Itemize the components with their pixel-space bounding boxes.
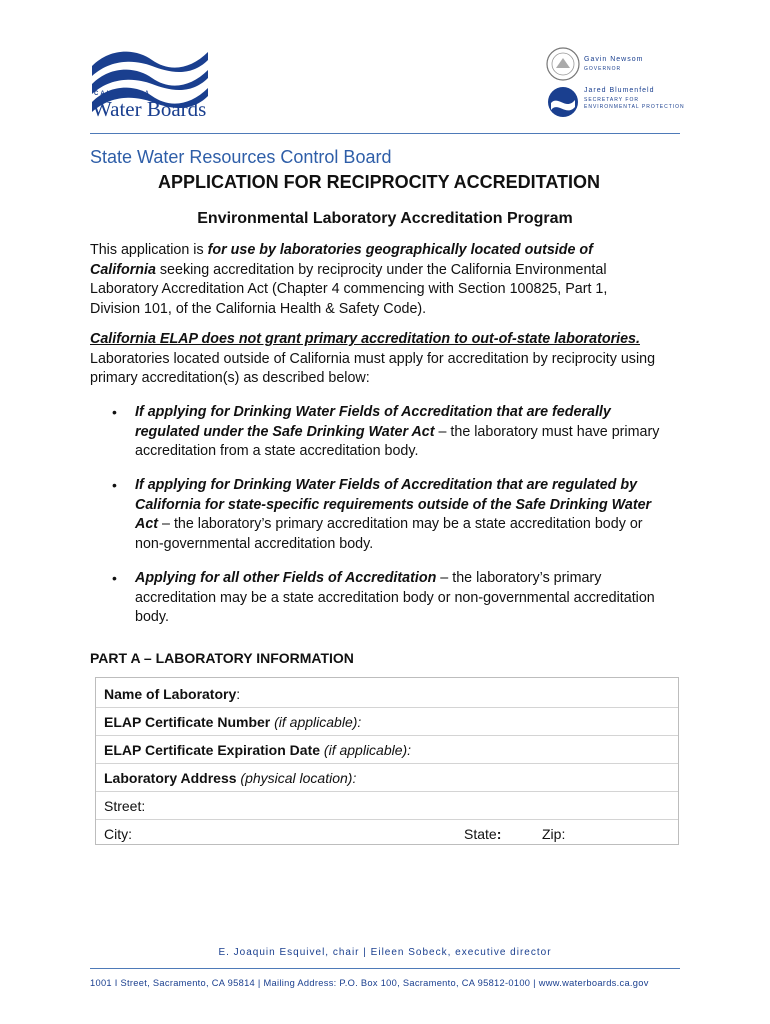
footer-address: 1001 I Street, Sacramento, CA 95814 | Mailing Address: P.O. Box 100, Sacramento, CA 95812-0100 | www.waterboards.ca.gov [90,978,649,988]
state-field[interactable] [464,826,501,842]
city-field[interactable]: City: [104,826,132,842]
secretary-name: Jared Blumenfeld [584,87,655,94]
row-divider [96,819,678,820]
bullet-emphasis: Applying for all other Fields of Accreditation [135,570,437,586]
intro-emphasis: for use by laboratories geographically located outside of California [90,242,593,278]
street-field[interactable]: Street: [104,798,146,814]
governor-name: Gavin Newsom [584,56,644,63]
zip-field[interactable]: Zip: [542,826,566,842]
bullet-text: – the laboratory’s primary accreditation may be a state accreditation body or non-governmental accreditation body. [135,570,655,625]
lab-name-colon: : [236,686,241,702]
page-title-text: APPLICATION FOR RECIPROCITY ACCREDITATION [157,172,600,192]
cert-number-field[interactable] [104,714,361,730]
notice-body: Laboratories located outside of California must apply for accreditation by reciprocity using primary accreditation(s) as described below: [90,350,656,386]
bullet-emphasis: If applying for Drinking Water Fields of Accreditation that are federally regulated under the Safe Drinking Water Act [135,404,611,440]
laboratory-info-form [95,677,679,845]
bullet-marker: • [112,570,117,586]
bullet-item [135,569,670,628]
footer-divider [90,968,680,969]
logo-state-text: CALIFORNIA [94,91,151,97]
bullet-text: – the laboratory must have primary accreditation from a state accreditation body. [135,423,660,459]
bullet-text: – the laboratory’s primary accreditation may be a state accreditation body or non-governmental accreditation body. [135,516,643,552]
cert-number-label: ELAP Certificate Number [104,714,271,730]
logo-name-text: Water Boards [92,97,207,121]
notice-paragraph [90,330,660,389]
row-divider [96,707,678,708]
secretary-title-1: SECRETARY FOR [584,97,639,103]
cert-number-hint: (if applicable): [270,714,362,730]
footer-officials: E. Joaquin Esquivel, chair | Eileen Sobeck, executive director [218,947,552,958]
calepa-logo-icon [546,85,580,119]
part-a-heading: PART A – LABORATORY INFORMATION [90,650,354,666]
intro-text: This application is [90,242,208,258]
state-label: State [464,826,497,842]
address-hint: (physical location): [236,770,357,786]
intro-text-2: seeking accreditation by reciprocity under the California Environmental Laboratory Accreditation Act (Chapter 4 commencing with Section 100825, Part 1, Division 101, of the California Health & Safety Code). [90,261,608,317]
lab-name-field[interactable] [104,686,240,702]
address-heading [104,770,356,786]
lab-name-label: Name of Laboratory [104,686,237,702]
bullet-emphasis: If applying for Drinking Water Fields of Accreditation that are regulated by California for state-specific requirements outside of the Safe Drinking Water Act [135,477,652,532]
header-divider [90,133,680,134]
cert-expiration-field[interactable] [104,742,411,758]
officials-block [546,45,686,125]
cert-exp-hint: (if applicable): [320,742,412,758]
board-name: State Water Resources Control Board [90,147,392,167]
bullet-marker: • [112,404,117,420]
bullet-marker: • [112,477,117,493]
address-label: Laboratory Address [104,770,237,786]
page-title [0,172,770,193]
governor-title: GOVERNOR [584,66,622,72]
bullet-item [135,476,670,554]
secretary-title-2: ENVIRONMENTAL PROTECTION [584,104,685,110]
intro-paragraph [90,241,660,319]
row-divider [96,791,678,792]
row-divider [96,763,678,764]
row-divider [96,735,678,736]
cert-exp-label: ELAP Certificate Expiration Date [104,742,321,758]
bullet-item [135,403,670,462]
state-colon: : [496,826,502,842]
state-seal-icon [546,47,580,81]
page-subtitle: Environmental Laboratory Accreditation Program [197,210,573,227]
notice-heading: California ELAP does not grant primary accreditation to out-of-state laboratories. [90,331,640,347]
